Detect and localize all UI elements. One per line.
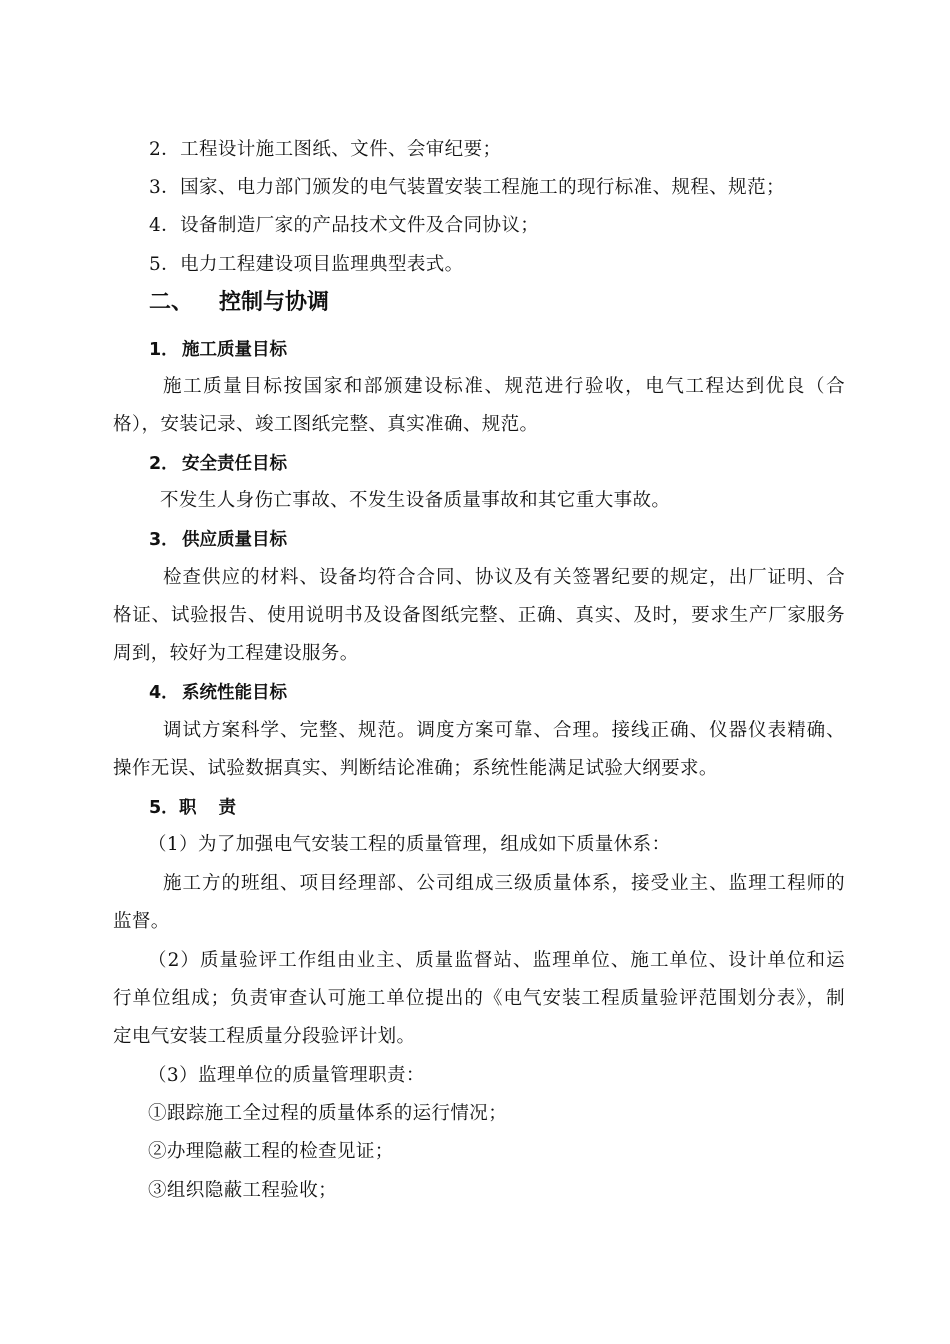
subsection-number: 2． <box>149 454 179 474</box>
reference-item-2: 2．工程设计施工图纸、文件、会审纪要； <box>149 139 502 160</box>
subsection-heading-1 <box>149 331 287 369</box>
duty-item-1: （1）为了加强电气安装工程的质量管理，组成如下质量休系： <box>148 834 671 855</box>
paragraph-line: 施工方的班组、项目经理部、公司组成三级质量体系，接受业主、监理工程师的 <box>163 873 845 894</box>
subsection-number: 1． <box>149 340 179 360</box>
subsection-number: 4． <box>149 683 179 703</box>
supervision-duty-1: ①跟踪施工全过程的质量体系的运行情况； <box>148 1103 508 1124</box>
reference-item-3: 3．国家、电力部门颁发的电气装置安装工程施工的现行标准、规程、规范； <box>149 177 785 198</box>
paragraph-line: 周到，较好为工程建设服务。 <box>113 643 359 664</box>
paragraph-line: 调试方案科学、完整、规范。调度方案可靠、合理。接线正确、仪器仪表精确、 <box>163 720 845 741</box>
section-heading <box>149 284 329 322</box>
subsection-title: 安全责任目标 <box>182 454 287 474</box>
subsection-heading-3 <box>149 521 287 559</box>
paragraph-line: 监督。 <box>113 911 170 932</box>
subsection-title: 供应质量目标 <box>182 530 287 550</box>
paragraph-line: 格），安装记录、竣工图纸完整、真实准确、规范。 <box>113 414 539 435</box>
subsection-heading-4 <box>149 674 287 712</box>
reference-item-5: 5．电力工程建设项目监理典型表式。 <box>149 254 464 275</box>
paragraph-line: 行单位组成；负责审查认可施工单位提出的《电气安装工程质量验评范围划分表》，制 <box>113 988 845 1009</box>
paragraph-line: 格证、试验报告、使用说明书及设备图纸完整、正确、真实、及时，要求生产厂家服务 <box>113 605 845 626</box>
paragraph-line: 检查供应的材料、设备均符合合同、协议及有关签署纪要的规定，出厂证明、合 <box>163 567 845 588</box>
paragraph-line: 施工质量目标按国家和部颁建设标准、规范进行验收，电气工程达到优良（合 <box>163 376 845 397</box>
section-number: 二、 <box>149 290 194 315</box>
paragraph-line: 操作无误、试验数据真实、判断结论准确；系统性能满足试验大纲要求。 <box>113 758 718 779</box>
subsection-heading-5 <box>149 789 258 827</box>
subsection-number: 5． <box>149 798 179 818</box>
subsection-title: 施工质量目标 <box>182 340 287 360</box>
paragraph-line: 定电气安装工程质量分段验评计划。 <box>113 1026 416 1047</box>
subsection-title: 职责 <box>179 798 258 818</box>
paragraph-line: 不发生人身伤亡事故、不发生设备质量事故和其它重大事故。 <box>160 490 671 511</box>
subsection-heading-2 <box>149 445 287 483</box>
subsection-title: 系统性能目标 <box>182 683 287 703</box>
subsection-number: 3． <box>149 530 179 550</box>
section-title: 控制与协调 <box>219 290 330 315</box>
supervision-duty-3: ③组织隐蔽工程验收； <box>148 1180 338 1201</box>
supervision-duty-2: ②办理隐蔽工程的检查见证； <box>148 1141 394 1162</box>
duty-item-2: （2）质量验评工作组由业主、质量监督站、监理单位、施工单位、设计单位和运 <box>148 950 845 971</box>
reference-item-4: 4．设备制造厂家的产品技术文件及合同协议； <box>149 215 540 236</box>
duty-item-3: （3）监理单位的质量管理职责： <box>148 1065 425 1086</box>
